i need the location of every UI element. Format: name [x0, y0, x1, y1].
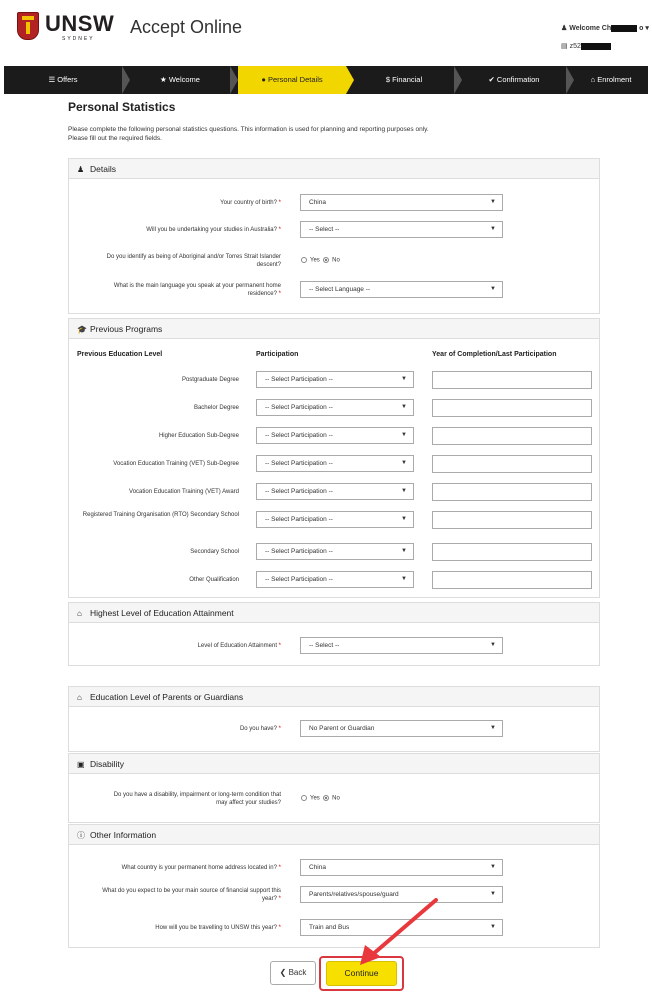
chevron-down-icon: ▼	[401, 376, 407, 382]
other-title: Other Information	[90, 830, 157, 840]
intro-text	[68, 125, 600, 143]
disability-panel	[68, 753, 600, 823]
country-label-text: What country is your permanent home address located in?	[121, 865, 277, 871]
parents-header	[69, 687, 599, 707]
previous-title: Previous Programs	[90, 324, 163, 334]
medkit-icon: ▣	[77, 760, 85, 769]
other-info-header	[69, 825, 599, 845]
travel-select[interactable]	[300, 919, 503, 936]
highest-title: Highest Level of Education Attainment	[90, 608, 234, 618]
redacted-id	[581, 43, 611, 50]
participation-select[interactable]	[256, 399, 414, 416]
education-level-label: Vocation Education Training (VET) Award	[129, 489, 239, 495]
step-personal-label: Personal Details	[268, 75, 323, 84]
details-title: Details	[90, 164, 116, 174]
parents-title: Education Level of Parents or Guardians	[90, 692, 244, 702]
parents-education-panel	[68, 686, 600, 752]
travel-label-text: How will you be travelling to UNSW this year?	[155, 925, 277, 931]
disability-title: Disability	[90, 759, 125, 769]
chevron-right-icon	[122, 66, 130, 94]
studies-label-text: Will you be undertaking your studies in Australia?	[146, 227, 277, 233]
parents-value: No Parent or Guardian	[309, 725, 375, 732]
chevron-down-icon: ▼	[401, 548, 407, 554]
step-financial-label: Financial	[392, 75, 423, 84]
studies-australia-select[interactable]	[300, 221, 503, 238]
travel-label	[71, 924, 281, 932]
parents-label-text: Do you have?	[239, 726, 277, 732]
home-icon: ⌂	[77, 693, 82, 702]
participation-value: -- Select Participation --	[265, 576, 333, 583]
chevron-down-icon: ▼	[490, 642, 496, 648]
birth-label-text: Your country of birth?	[220, 200, 277, 206]
step-welcome[interactable]	[130, 66, 230, 94]
user-icon: ♟	[77, 165, 85, 174]
page-title: Personal Statistics	[68, 100, 176, 114]
continue-button[interactable]: Continue	[326, 961, 397, 986]
aboriginal-yes-label: Yes	[310, 257, 320, 264]
chevron-down-icon: ▼	[490, 891, 496, 897]
participation-select[interactable]	[256, 371, 414, 388]
required-marker: *	[278, 896, 281, 902]
support-label-line1: What do you expect to be your main source of financial support this	[102, 888, 281, 894]
info-circle-icon: ⓘ	[77, 831, 85, 840]
year-completion-input[interactable]	[432, 399, 592, 417]
disability-yes-label: Yes	[310, 795, 320, 802]
intro-line-1: Please complete the following personal statistics questions. This information is used for planning and reporting purposes only.	[68, 126, 429, 133]
disability-label	[71, 791, 281, 807]
step-financial[interactable]	[354, 66, 454, 94]
details-header	[69, 159, 599, 179]
studies-label	[71, 226, 281, 234]
participation-select[interactable]	[256, 543, 414, 560]
chevron-down-icon: ▼	[401, 576, 407, 582]
birth-label	[71, 199, 281, 207]
other-information-panel	[68, 824, 600, 948]
aboriginal-no-radio[interactable]	[323, 257, 329, 263]
year-completion-input[interactable]	[432, 427, 592, 445]
step-welcome-label: Welcome	[168, 75, 200, 84]
unsw-crest-icon[interactable]	[17, 12, 39, 40]
year-completion-input[interactable]	[432, 511, 592, 529]
chevron-down-icon: ▼	[490, 725, 496, 731]
language-label	[71, 282, 281, 298]
chevron-right-icon	[454, 66, 462, 94]
chevron-down-icon: ▼	[401, 432, 407, 438]
dollar-icon: $	[385, 75, 391, 84]
participation-select[interactable]	[256, 483, 414, 500]
previous-programs-header	[69, 319, 599, 339]
support-label-line2: year?	[261, 896, 277, 902]
year-completion-input[interactable]	[432, 371, 592, 389]
progress-steps	[4, 66, 648, 94]
chevron-down-icon: ▼	[490, 924, 496, 930]
disability-label-line2: may affect your studies?	[216, 800, 281, 806]
chevron-down-icon: ▼	[490, 864, 496, 870]
aboriginal-label	[71, 253, 281, 269]
previous-programs-panel	[68, 318, 600, 598]
chevron-right-icon	[230, 66, 238, 94]
welcome-text: Welcome Ch	[569, 25, 612, 32]
participation-value: -- Select Participation --	[265, 432, 333, 439]
required-marker: *	[278, 925, 281, 931]
screenshot-seam	[0, 667, 652, 683]
highest-education-header	[69, 603, 599, 623]
page-intro	[68, 100, 600, 153]
disability-no-radio[interactable]	[323, 795, 329, 801]
language-select[interactable]	[300, 281, 503, 298]
check-circle-icon: ✔	[488, 75, 495, 84]
support-value: Parents/relatives/spouse/guard	[309, 891, 399, 898]
required-marker: *	[278, 643, 281, 649]
highest-label-text: Level of Education Attainment	[197, 643, 277, 649]
id-card-icon: ▤	[561, 43, 568, 50]
required-marker: *	[278, 200, 281, 206]
education-level-label: Registered Training Organisation (RTO) Secondary School	[82, 512, 239, 518]
back-label: Back	[288, 968, 307, 977]
country-value: China	[309, 864, 326, 871]
highest-label	[71, 642, 281, 650]
participation-select[interactable]	[256, 455, 414, 472]
participation-select[interactable]	[256, 511, 414, 528]
col-education-level: Previous Education Level	[77, 351, 163, 358]
highest-value: -- Select --	[309, 642, 340, 649]
travel-value: Train and Bus	[309, 924, 350, 931]
step-confirmation[interactable]	[462, 66, 566, 94]
participation-select[interactable]	[256, 427, 414, 444]
home-country-select[interactable]	[300, 859, 503, 876]
aboriginal-label-line2: descent?	[256, 262, 281, 268]
chevron-down-icon: ▼	[401, 488, 407, 494]
required-marker: *	[278, 865, 281, 871]
step-offers-label: Offers	[57, 75, 78, 84]
participation-value: -- Select Participation --	[265, 548, 333, 555]
aboriginal-no-label: No	[332, 257, 340, 264]
disability-header	[69, 754, 599, 774]
student-id	[561, 42, 611, 50]
brand-sub: SYDNEY	[62, 36, 95, 42]
birth-value: China	[309, 199, 326, 206]
studies-value: -- Select --	[309, 226, 340, 233]
chevron-left-icon: ❮	[279, 968, 287, 977]
support-label	[71, 887, 281, 903]
redacted-name	[611, 25, 637, 32]
person-icon: ●	[261, 75, 266, 84]
financial-support-select[interactable]	[300, 886, 503, 903]
step-offers[interactable]	[4, 66, 122, 94]
education-level-label: Other Qualification	[189, 577, 239, 583]
participation-value: -- Select Participation --	[265, 488, 333, 495]
language-label-line2: residence?	[247, 291, 277, 297]
step-confirmation-label: Confirmation	[496, 75, 540, 84]
required-marker: *	[278, 291, 281, 297]
welcome-suffix: o ▾	[639, 25, 649, 32]
country-label	[71, 864, 281, 872]
parents-label	[71, 725, 281, 733]
col-year-completion: Year of Completion/Last Participation	[432, 351, 557, 358]
disability-radio-group	[301, 795, 340, 802]
participation-value: -- Select Participation --	[265, 376, 333, 383]
continue-highlight	[319, 956, 404, 991]
chevron-down-icon: ▼	[490, 199, 496, 205]
app-title: Accept Online	[130, 17, 243, 37]
chevron-down-icon: ▼	[490, 226, 496, 232]
highest-education-panel	[68, 602, 600, 666]
chevron-right-icon	[346, 66, 354, 94]
aboriginal-radio-group	[301, 257, 340, 264]
education-level-label: Bachelor Degree	[193, 405, 239, 411]
disability-no-label: No	[332, 795, 340, 802]
user-icon: ♟	[561, 25, 568, 32]
education-level-label: Vocation Education Training (VET) Sub-Degree	[113, 461, 239, 467]
country-of-birth-select[interactable]	[300, 194, 503, 211]
back-button[interactable]	[270, 961, 316, 985]
app-header	[0, 0, 652, 62]
brand-logo[interactable]: UNSW	[45, 11, 115, 36]
chevron-down-icon: ▼	[401, 404, 407, 410]
participation-value: -- Select Participation --	[265, 404, 333, 411]
education-level-label: Postgraduate Degree	[181, 377, 239, 383]
disability-label-line1: Do you have a disability, impairment or long-term condition that	[113, 792, 281, 798]
required-marker: *	[278, 227, 281, 233]
year-completion-input[interactable]	[432, 571, 592, 589]
participation-select[interactable]	[256, 571, 414, 588]
language-label-line1: What is the main language you speak at your permanent home	[113, 283, 281, 289]
participation-value: -- Select Participation --	[265, 516, 333, 523]
intro-line-2: Please fill out the required fields.	[68, 135, 162, 142]
chevron-down-icon: ▼	[490, 286, 496, 292]
chevron-down-icon: ▼	[401, 460, 407, 466]
year-completion-input[interactable]	[432, 455, 592, 473]
aboriginal-yes-radio[interactable]	[301, 257, 307, 263]
highest-level-select[interactable]	[300, 637, 503, 654]
year-completion-input[interactable]	[432, 543, 592, 561]
zid-prefix: z52	[569, 43, 581, 50]
chevron-right-icon	[566, 66, 574, 94]
graduation-cap-icon: 🎓	[77, 325, 87, 334]
institution-icon: ⌂	[590, 75, 596, 84]
language-value: -- Select Language --	[309, 286, 371, 293]
parents-select[interactable]	[300, 720, 503, 737]
aboriginal-label-line1: Do you identify as being of Aboriginal and/or Torres Strait Islander	[106, 254, 281, 260]
education-level-label: Secondary School	[190, 549, 239, 555]
education-level-label: Higher Education Sub-Degree	[158, 433, 239, 439]
details-panel	[68, 158, 600, 314]
step-personal-details[interactable]	[238, 66, 346, 94]
offers-icon: ☰	[48, 75, 56, 84]
step-enrolment[interactable]	[574, 66, 648, 94]
star-icon: ★	[160, 75, 167, 84]
disability-yes-radio[interactable]	[301, 795, 307, 801]
step-enrolment-label: Enrolment	[597, 75, 632, 84]
col-participation: Participation	[256, 351, 299, 358]
required-marker: *	[278, 726, 281, 732]
chevron-down-icon: ▼	[401, 516, 407, 522]
year-completion-input[interactable]	[432, 483, 592, 501]
user-menu[interactable]	[561, 24, 649, 32]
home-icon: ⌂	[77, 609, 82, 618]
participation-value: -- Select Participation --	[265, 460, 333, 467]
